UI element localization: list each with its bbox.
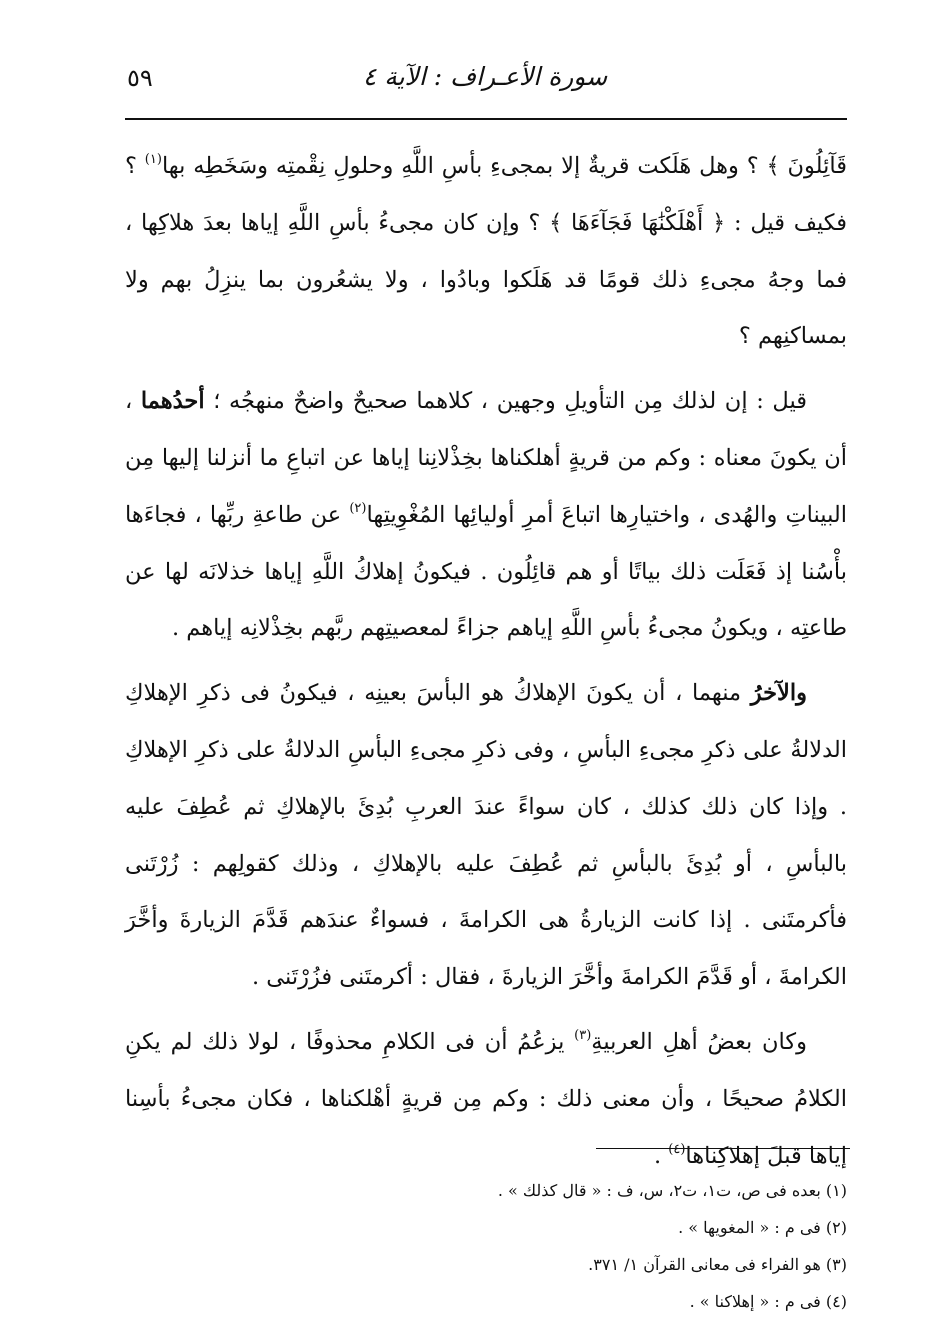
paragraph	[125, 1014, 847, 1184]
paragraph-text: قَآئِلُونَ ﴾ ؟ وهل هَلَكت قريةٌ إلا بمجىءِ بأسِ اللَّهِ وحلولِ نِقْمتِه وسَخَطِه بها	[161, 153, 847, 179]
emphasized-text: أحدُهما	[140, 388, 205, 415]
paragraph-text: ، أن يكونَ معناه : وكم من قريةٍ أهلكناها بخِذْلانِنا إياها عن اتباعِ ما أنزلنا إليها مِن البيناتِ والهُدى ، واختيارِها اتباعَ أمرِ أوليائِها المُغْوِيتِها	[125, 388, 847, 528]
paragraph-text: قيل : إن لذلك مِن التأويلِ وجهين ، كلاهما صحيحٌ واضحٌ منهجُه ؛	[204, 388, 807, 415]
paragraph-text: منهما ، أن يكونَ الإهلاكُ هو البأسَ بعينِه ، فيكونُ فى ذكرِ الإهلاكِ الدلالةُ على ذكرِ مجىءِ البأسِ ، وفى ذكرِ مجىءِ البأسِ الدلالةُ على ذكرِ الإهلاكِ . وإذا كان ذلك كذلك ، كان سواءً عندَ العربِ بُدِئَ بالإهلاكِ ثم عُطِفَ عليه بالبأسِ ، أو بُدِئَ بالبأسِ ثم عُطِفَ عليه بالإهلاكِ ، وذلك كقولِهم : زُرْتَنى فأكرمتَنى . إذا كانت الزيارةُ هى الكرامةَ ، فسواءٌ عندَهم قَدَّمَ الزيارةَ وأخَّرَ الكرامةَ ، أو قَدَّمَ الكرامةَ وأخَّرَ الزيارةَ ، فقال : أكرمتَنى فزُرْتَنى .	[125, 680, 847, 991]
page-header	[125, 58, 845, 98]
footnote-rule	[596, 1148, 850, 1149]
footnote: (٤) فى م : « إهلاكنا » .	[689, 1292, 847, 1311]
paragraph-text: وكان بعضُ أهلِ العربيةِ	[591, 1028, 807, 1055]
paragraph-text: يزعُمُ أن فى الكلامِ محذوفًا ، لولا ذلك لم يكنِ الكلامُ صحيحًا ، وأن معنى ذلك : وكم مِن قريةٍ أهْلكناها ، فكان مجىءُ بأسِنا إياها قبلَ إهلاكِناها	[125, 1028, 847, 1169]
body-text	[125, 138, 847, 1184]
footnote-reference: (٢)	[349, 500, 367, 516]
paragraph-text: عن طاعةِ ربِّها ، فجاءَها بأْسُنا إذ فَعَلَت ذلك بياتًا أو هم قائِلُون . فيكونُ إهلاكُ اللَّهِ إياها خذلانَه لها عن طاعتِه ، ويكونُ مجىءُ بأسِ اللَّهِ إياهم جزاءً لمعصيتِهم ربَّهم بخِذْلانِه إياهم .	[125, 501, 847, 642]
paragraph-text: ؟ فكيف قيل : ﴿ أَهْلَكْنَٰهَا فَجَآءَهَا ﴾ ؟ وإن كان مجىءُ بأسِ اللَّهِ إياها بعدَ هلاكِها ، فما وجهُ مجىءِ ذلك قومًا قد هَلَكوا وبادُوا ، ولا يشعُرون بما ينزِلُ بهم ولا بمساكنِهم ؟	[125, 153, 847, 350]
header-rule	[125, 118, 847, 120]
footnote-reference: (٣)	[574, 1027, 592, 1043]
paragraph	[125, 665, 847, 1006]
footnote: (٢) فى م : « المغويها » .	[678, 1218, 847, 1237]
running-title: سورة الأعـراف : الآية ٤	[362, 62, 608, 91]
paragraph	[125, 138, 847, 365]
footnotes	[125, 1172, 847, 1320]
footnote: (١) بعده فى ص، ت١، ت٢، س، ف : « قال كذلك » .	[497, 1181, 847, 1200]
paragraph	[125, 373, 847, 657]
paragraph-text: .	[653, 1142, 669, 1169]
emphasized-text: والآخرُ	[750, 680, 807, 707]
page-number: ٥٩	[127, 64, 153, 92]
footnote-reference: (٤)	[668, 1141, 686, 1157]
footnote: (٣) هو الفراء فى معانى القرآن ١/ ٣٧١.	[588, 1255, 847, 1274]
footnote-reference: (١)	[144, 152, 162, 167]
